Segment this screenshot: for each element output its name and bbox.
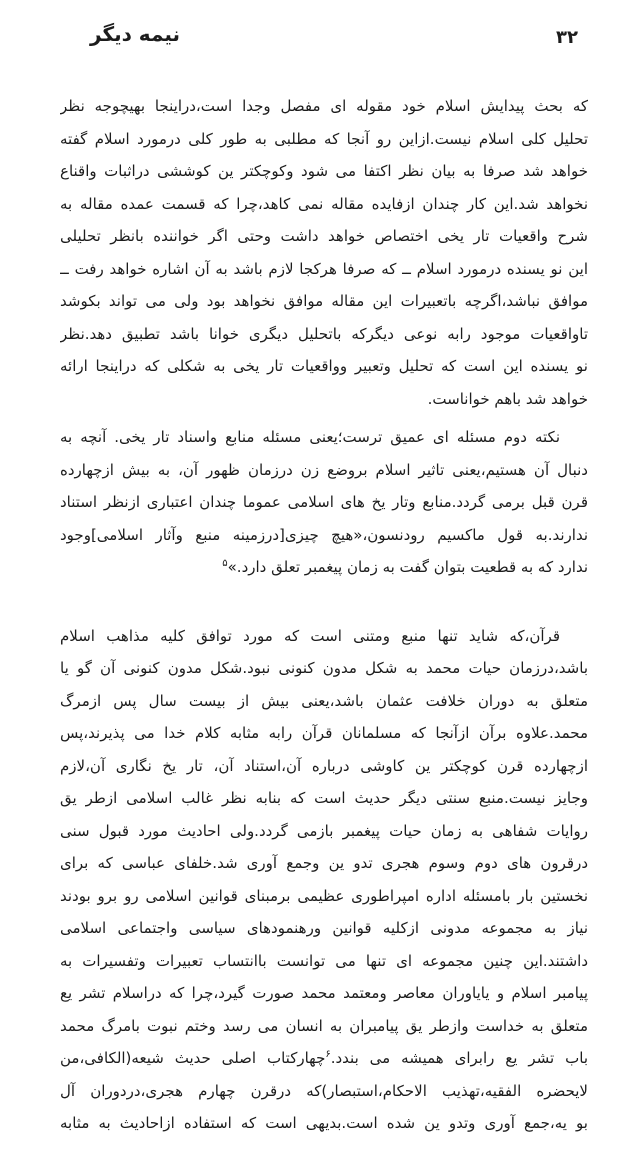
text-line	[60, 90, 588, 123]
text-line	[60, 220, 588, 253]
running-head-title: نیمه دیگر	[90, 22, 181, 46]
text-line	[60, 880, 588, 913]
text-line	[60, 1075, 588, 1108]
text-segment: چهارکتاب اصلی حدیث شیعه(الکافی،من	[60, 1049, 326, 1067]
text-segment: شرح واقعیات تار یخی اختصاص خواهد داشت وحتی اگر خواننده بانظر تحلیلی	[60, 227, 588, 245]
text-line	[60, 421, 588, 454]
paragraph	[60, 90, 588, 415]
text-line	[60, 454, 588, 487]
text-segment: نخواهد شد.این کار چندان ازفایده مقاله نمی کاهد،چرا که قسمت عمده مقاله به	[60, 194, 588, 213]
text-line	[60, 1107, 588, 1140]
text-segment: باب تشر یع رابرای همیشه می بندد.	[330, 1049, 588, 1067]
text-line	[60, 945, 588, 978]
text-line	[60, 123, 588, 156]
text-line	[60, 685, 588, 718]
footnote-marker: ۶	[325, 1049, 331, 1060]
text-line	[60, 717, 588, 750]
text-line	[60, 847, 588, 880]
text-line	[60, 519, 588, 552]
text-segment: که بحث پیدایش اسلام خود مقوله ای مفصل وجدا است،دراینجا بهیچوجه نظر	[60, 97, 588, 115]
text-line	[60, 350, 588, 383]
text-segment: موافق نباشد،اگرچه باتعبیرات این مقاله موافق نخواهد بود ولی می تواند بکوشد	[60, 292, 588, 310]
text-segment: قرآن،که شاید تنها منبع ومتنی است که مورد توافق کلیه مذاهب اسلام	[60, 626, 560, 645]
text-line	[60, 383, 588, 416]
text-segment: این نو یسنده درمورد اسلام ــ که صرفا هرکجا لازم باشد به آن اشاره خواهد رفت ــ	[60, 259, 588, 278]
text-line	[60, 782, 588, 815]
text-line	[60, 652, 588, 685]
text-segment: روایات شفاهی به زمان حیات پیغمبر بازمی گردد.ولی احادیث مورد قبول سنی	[60, 821, 588, 840]
text-segment: درقرون های دوم وسوم هجری تدو ین وجمع آوری شد.خلفای عباسی که برای	[60, 854, 588, 872]
text-segment: تاواقعیات موجود رابه نوعی دیگرکه باتحلیل دیگری خوانا باشد تطبیق دهد.نظر	[60, 324, 588, 343]
text-segment: ازچهارده قرن کوچکتر ین کاوشی درباره آن،استناد آن، تار یخ نگاری آن،لازم	[60, 756, 588, 775]
text-line	[60, 486, 588, 519]
text-line	[60, 815, 588, 848]
text-segment: متعلق به دوران خلافت عثمان باشد،یعنی بیش از بیست سال پس ازمرگ	[60, 691, 588, 710]
text-segment: خواهد شد صرفا به بیان نظر اکتفا می شود وکوچکتر ین کوششی دراثبات واقناع	[60, 162, 588, 180]
text-segment: پیامبر اسلام و یایاوران معاصر ومعتمد محمد صورت گیرد،چرا که دراسلام تشر یع	[60, 984, 588, 1002]
text-line	[60, 620, 588, 653]
text-segment: بو یه،جمع آوری وتدو ین شده است.بدیهی است که استفاده ازاحادیث به مثابه	[60, 1114, 588, 1132]
paragraph	[60, 620, 588, 1140]
text-segment: داشتند.این چنین مجموعه ای تنها می توانست باانتساب تعبیرات وتفسیرات به	[60, 951, 588, 970]
text-segment: لایحضره الفقیه،تهذیب الاحکام،استبصار)که درقرن چهارم هجری،دردوران آل	[60, 1081, 588, 1100]
text-segment: نخستین بار بامسئله اداره امپراطوری عظیمی برمبنای قوانین اسلامی رو برو بودند	[60, 886, 588, 905]
text-line	[60, 285, 588, 318]
text-line	[60, 551, 588, 584]
text-line	[60, 253, 588, 286]
text-segment: ندارد که به قطعیت بتوان گفت به زمان پیغمبر تعلق دارد.»	[227, 558, 588, 576]
text-segment: تحلیل کلی اسلام نیست.ازاین رو آنجا که مطلبی به طور کلی درمورد اسلام گفته	[60, 129, 588, 148]
text-segment: نیاز به مجموعه مدونی ازکلیه قوانین ورهنمودهای سیاسی واجتماعی اسلامی	[60, 919, 588, 937]
text-segment: خواهد شد باهم خواناست.	[427, 389, 588, 408]
page-number: ۳۲	[556, 27, 578, 48]
text-line	[60, 977, 588, 1010]
text-segment: قرن قبل برمی گردد.منابع وتار یخ های اسلامی عموما چندان اعتباری ازنظر استناد	[60, 493, 588, 511]
text-line	[60, 1042, 588, 1075]
text-segment: باشد،درزمان حیات محمد به شکل مدون کنونی نبود.شکل مدون کنونی آن گو یا	[60, 659, 588, 677]
text-segment: ندارند.به قول ماکسیم رودنسون،«هیچ چیزی[درزمینه منبع وآثار اسلامی]وجود	[60, 525, 588, 544]
text-line	[60, 155, 588, 188]
text-segment: وجایز نیست.منبع سنتی دیگر حدیث است که بنابه نظر غالب اسلامی ازطر یق	[60, 789, 588, 807]
text-line	[60, 912, 588, 945]
text-line	[60, 750, 588, 783]
paragraph	[60, 421, 588, 584]
footnote-marker: ۵	[222, 558, 228, 569]
text-segment: نو یسنده این است که تحلیل وتعبیر وواقعیات تار یخی به شکلی که دراینجا ارائه	[60, 357, 588, 375]
page-body	[60, 90, 588, 1140]
text-line	[60, 1010, 588, 1043]
text-segment: متعلق به خداست وازطر یق پیامبران به انسان می رسد وختم نبوت بامرگ محمد	[60, 1016, 588, 1035]
text-segment: محمد.علاوه برآن ازآنجا که مسلمانان قرآن رابه مثابه کلام خدا می پذیرند،پس	[60, 724, 588, 742]
text-segment: نکته دوم مسئله ای عمیق ترست؛یعنی مسئله منابع واسناد تار یخی. آنچه به	[60, 428, 560, 446]
text-line	[60, 318, 588, 351]
text-line	[60, 188, 588, 221]
text-segment: دنبال آن هستیم،یعنی تاثیر اسلام بروضع زن درزمان ظهور آن، به بیش ازچهارده	[60, 460, 588, 479]
